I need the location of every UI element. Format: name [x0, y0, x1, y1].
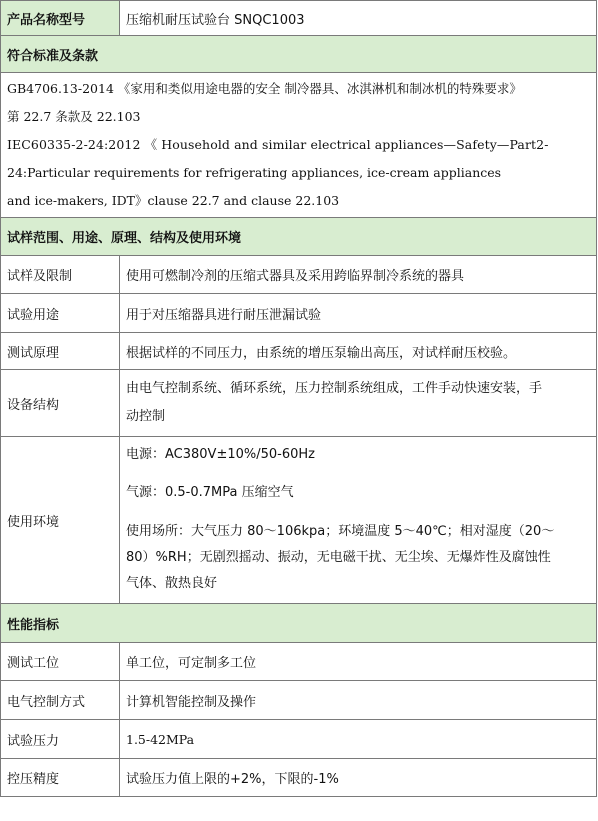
env-site-line: 使用场所：大气压力 80～106kpa；环境温度 5～40℃；相对湿度（20～	[126, 524, 555, 539]
row-value-control: 计算机智能控制及操作	[120, 681, 597, 720]
env-power: 电源：AC380V±10%/50-60Hz	[126, 447, 315, 462]
structure-line: 动控制	[126, 409, 166, 424]
row-value-principle: 根据试样的不同压力，由系统的增压泵输出高压，对试样耐压校验。	[120, 333, 597, 370]
row-label-structure: 设备结构	[1, 370, 120, 437]
env-site-line: 气体、散热良好	[126, 576, 218, 591]
structure-line: 由电气控制系统、循环系统，压力控制系统组成，工件手动快速安装，手	[126, 381, 543, 396]
standards-line: IEC60335-2-24:2012 《 Household and similar electrical appliances—Safety—Part2-	[7, 137, 549, 152]
standards-line: and ice-makers, IDT》clause 22.7 and clause 22.103	[7, 193, 340, 208]
row-label-environment: 使用环境	[1, 437, 120, 604]
row-label-pressure: 试验压力	[1, 720, 120, 759]
row-value-stations: 单工位，可定制多工位	[120, 643, 597, 681]
section-scope-title: 试样范围、用途、原理、结构及使用环境	[1, 218, 597, 256]
row-value-structure	[120, 370, 597, 437]
env-site-line: 80）%RH；无剧烈摇动、振动，无电磁干扰、无尘埃、无爆炸性及腐蚀性	[126, 550, 551, 565]
standards-line: 第 22.7 条款及 22.103	[7, 109, 141, 124]
section-performance-title: 性能指标	[1, 604, 597, 643]
product-name-label: 产品名称型号	[1, 1, 120, 36]
row-label-principle: 测试原理	[1, 333, 120, 370]
row-label-stations: 测试工位	[1, 643, 120, 681]
row-value-sample: 使用可燃制冷剂的压缩式器具及采用跨临界制冷系统的器具	[120, 256, 597, 294]
row-value-purpose: 用于对压缩器具进行耐压泄漏试验	[120, 294, 597, 333]
row-value-environment	[120, 437, 597, 604]
row-value-accuracy: 试验压力值上限的+2%，下限的-1%	[120, 759, 597, 797]
standards-line: 24:Particular requirements for refrigerating appliances, ice-cream appliances	[7, 165, 502, 180]
row-label-accuracy: 控压精度	[1, 759, 120, 797]
env-air: 气源：0.5-0.7MPa 压缩空气	[126, 485, 294, 500]
section-standards-title: 符合标准及条款	[1, 36, 597, 73]
row-value-pressure: 1.5-42MPa	[120, 720, 597, 759]
row-label-purpose: 试验用途	[1, 294, 120, 333]
product-name-value: 压缩机耐压试验台 SNQC1003	[120, 1, 597, 36]
row-label-control: 电气控制方式	[1, 681, 120, 720]
standards-text	[1, 73, 597, 218]
row-label-sample: 试样及限制	[1, 256, 120, 294]
standards-line: GB4706.13-2014 《家用和类似用途电器的安全 制冷器具、冰淇淋机和制冰机的特殊要求》	[7, 81, 522, 96]
